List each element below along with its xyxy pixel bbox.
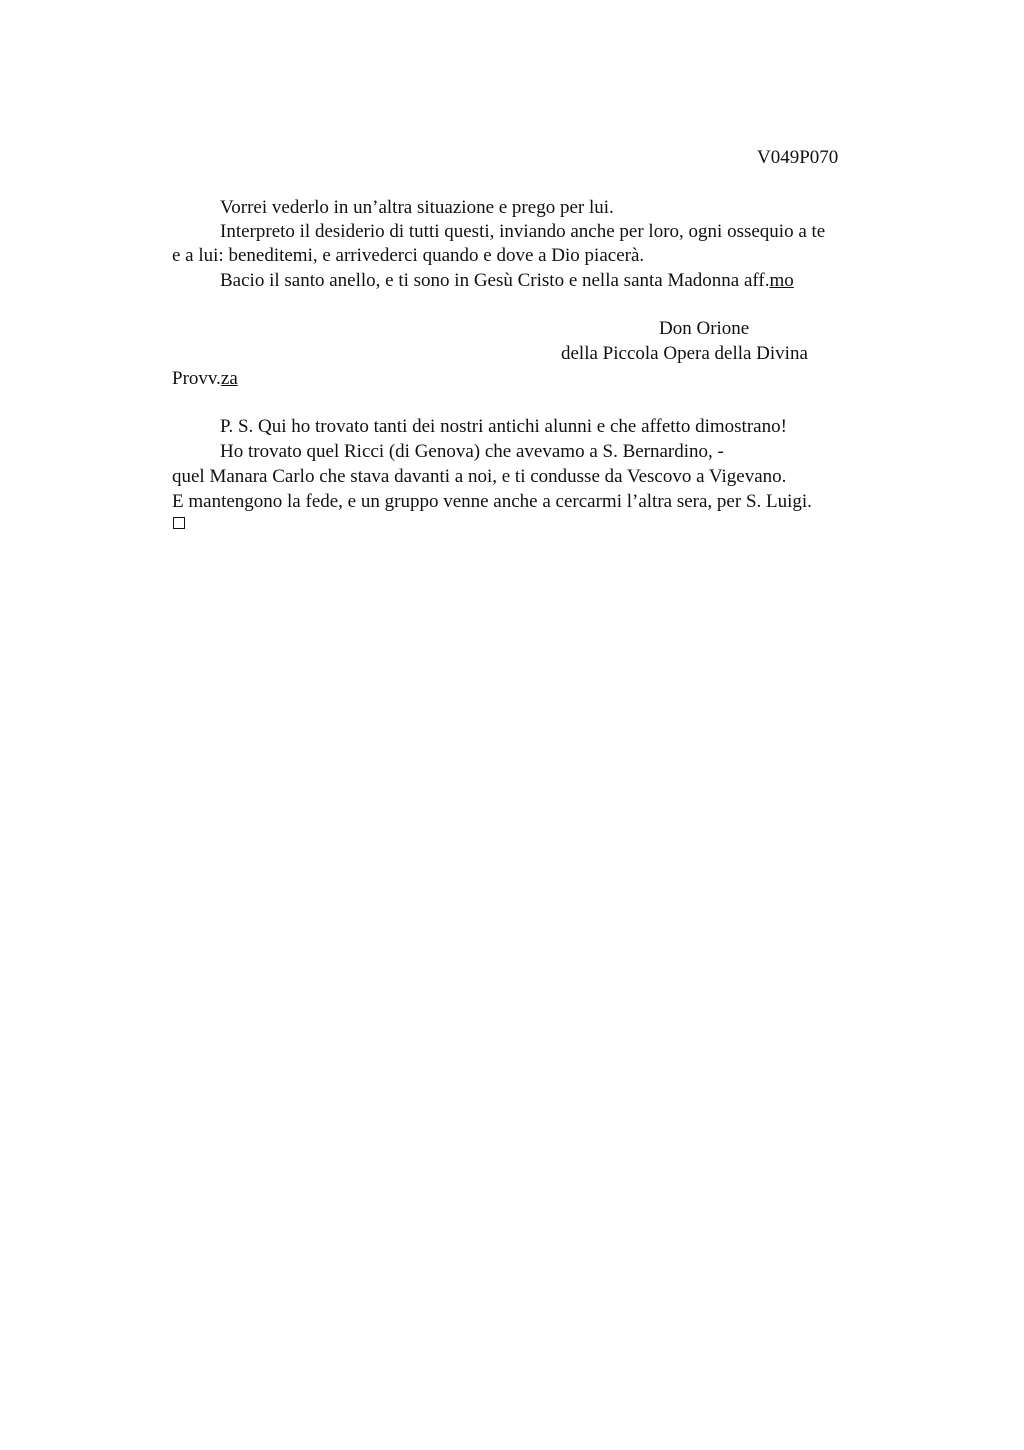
paragraph-2-line-2: e a lui: beneditemi, e arrivederci quando e dove a Dio piacerà. xyxy=(172,245,645,266)
paragraph-3-text: Bacio il santo anello, e ti sono in Gesù Cristo e nella santa Madonna aff. xyxy=(220,270,770,291)
page-code: V049P070 xyxy=(757,147,839,168)
signature-line-2-text: Provv. xyxy=(172,368,221,389)
paragraph-3 xyxy=(220,269,794,293)
signature-line-2-abbrev: za xyxy=(220,368,238,389)
postscript-line-4: E mantengono la fede, e un gruppo venne anche a cercarmi l’altra sera, per S. Luigi. xyxy=(172,491,812,512)
signature-name: Don Orione xyxy=(659,318,750,339)
postscript-line-1: P. S. Qui ho trovato tanti dei nostri antichi alunni e che affetto dimostrano! xyxy=(220,416,787,437)
end-marker-box xyxy=(173,517,185,529)
postscript-line-3: quel Manara Carlo che stava davanti a noi, e ti condusse da Vescovo a Vigevano. xyxy=(172,466,787,487)
paragraph-1: Vorrei vederlo in un’altra situazione e prego per lui. xyxy=(220,197,614,218)
paragraph-3-abbrev: mo xyxy=(769,270,794,291)
signature-line-1: della Piccola Opera della Divina xyxy=(561,343,808,364)
signature-line-2 xyxy=(172,367,238,391)
postscript-line-2: Ho trovato quel Ricci (di Genova) che avevamo a S. Bernardino, - xyxy=(220,441,724,462)
paragraph-2-line-1: Interpreto il desiderio di tutti questi, inviando anche per loro, ogni ossequio a te xyxy=(220,221,826,242)
